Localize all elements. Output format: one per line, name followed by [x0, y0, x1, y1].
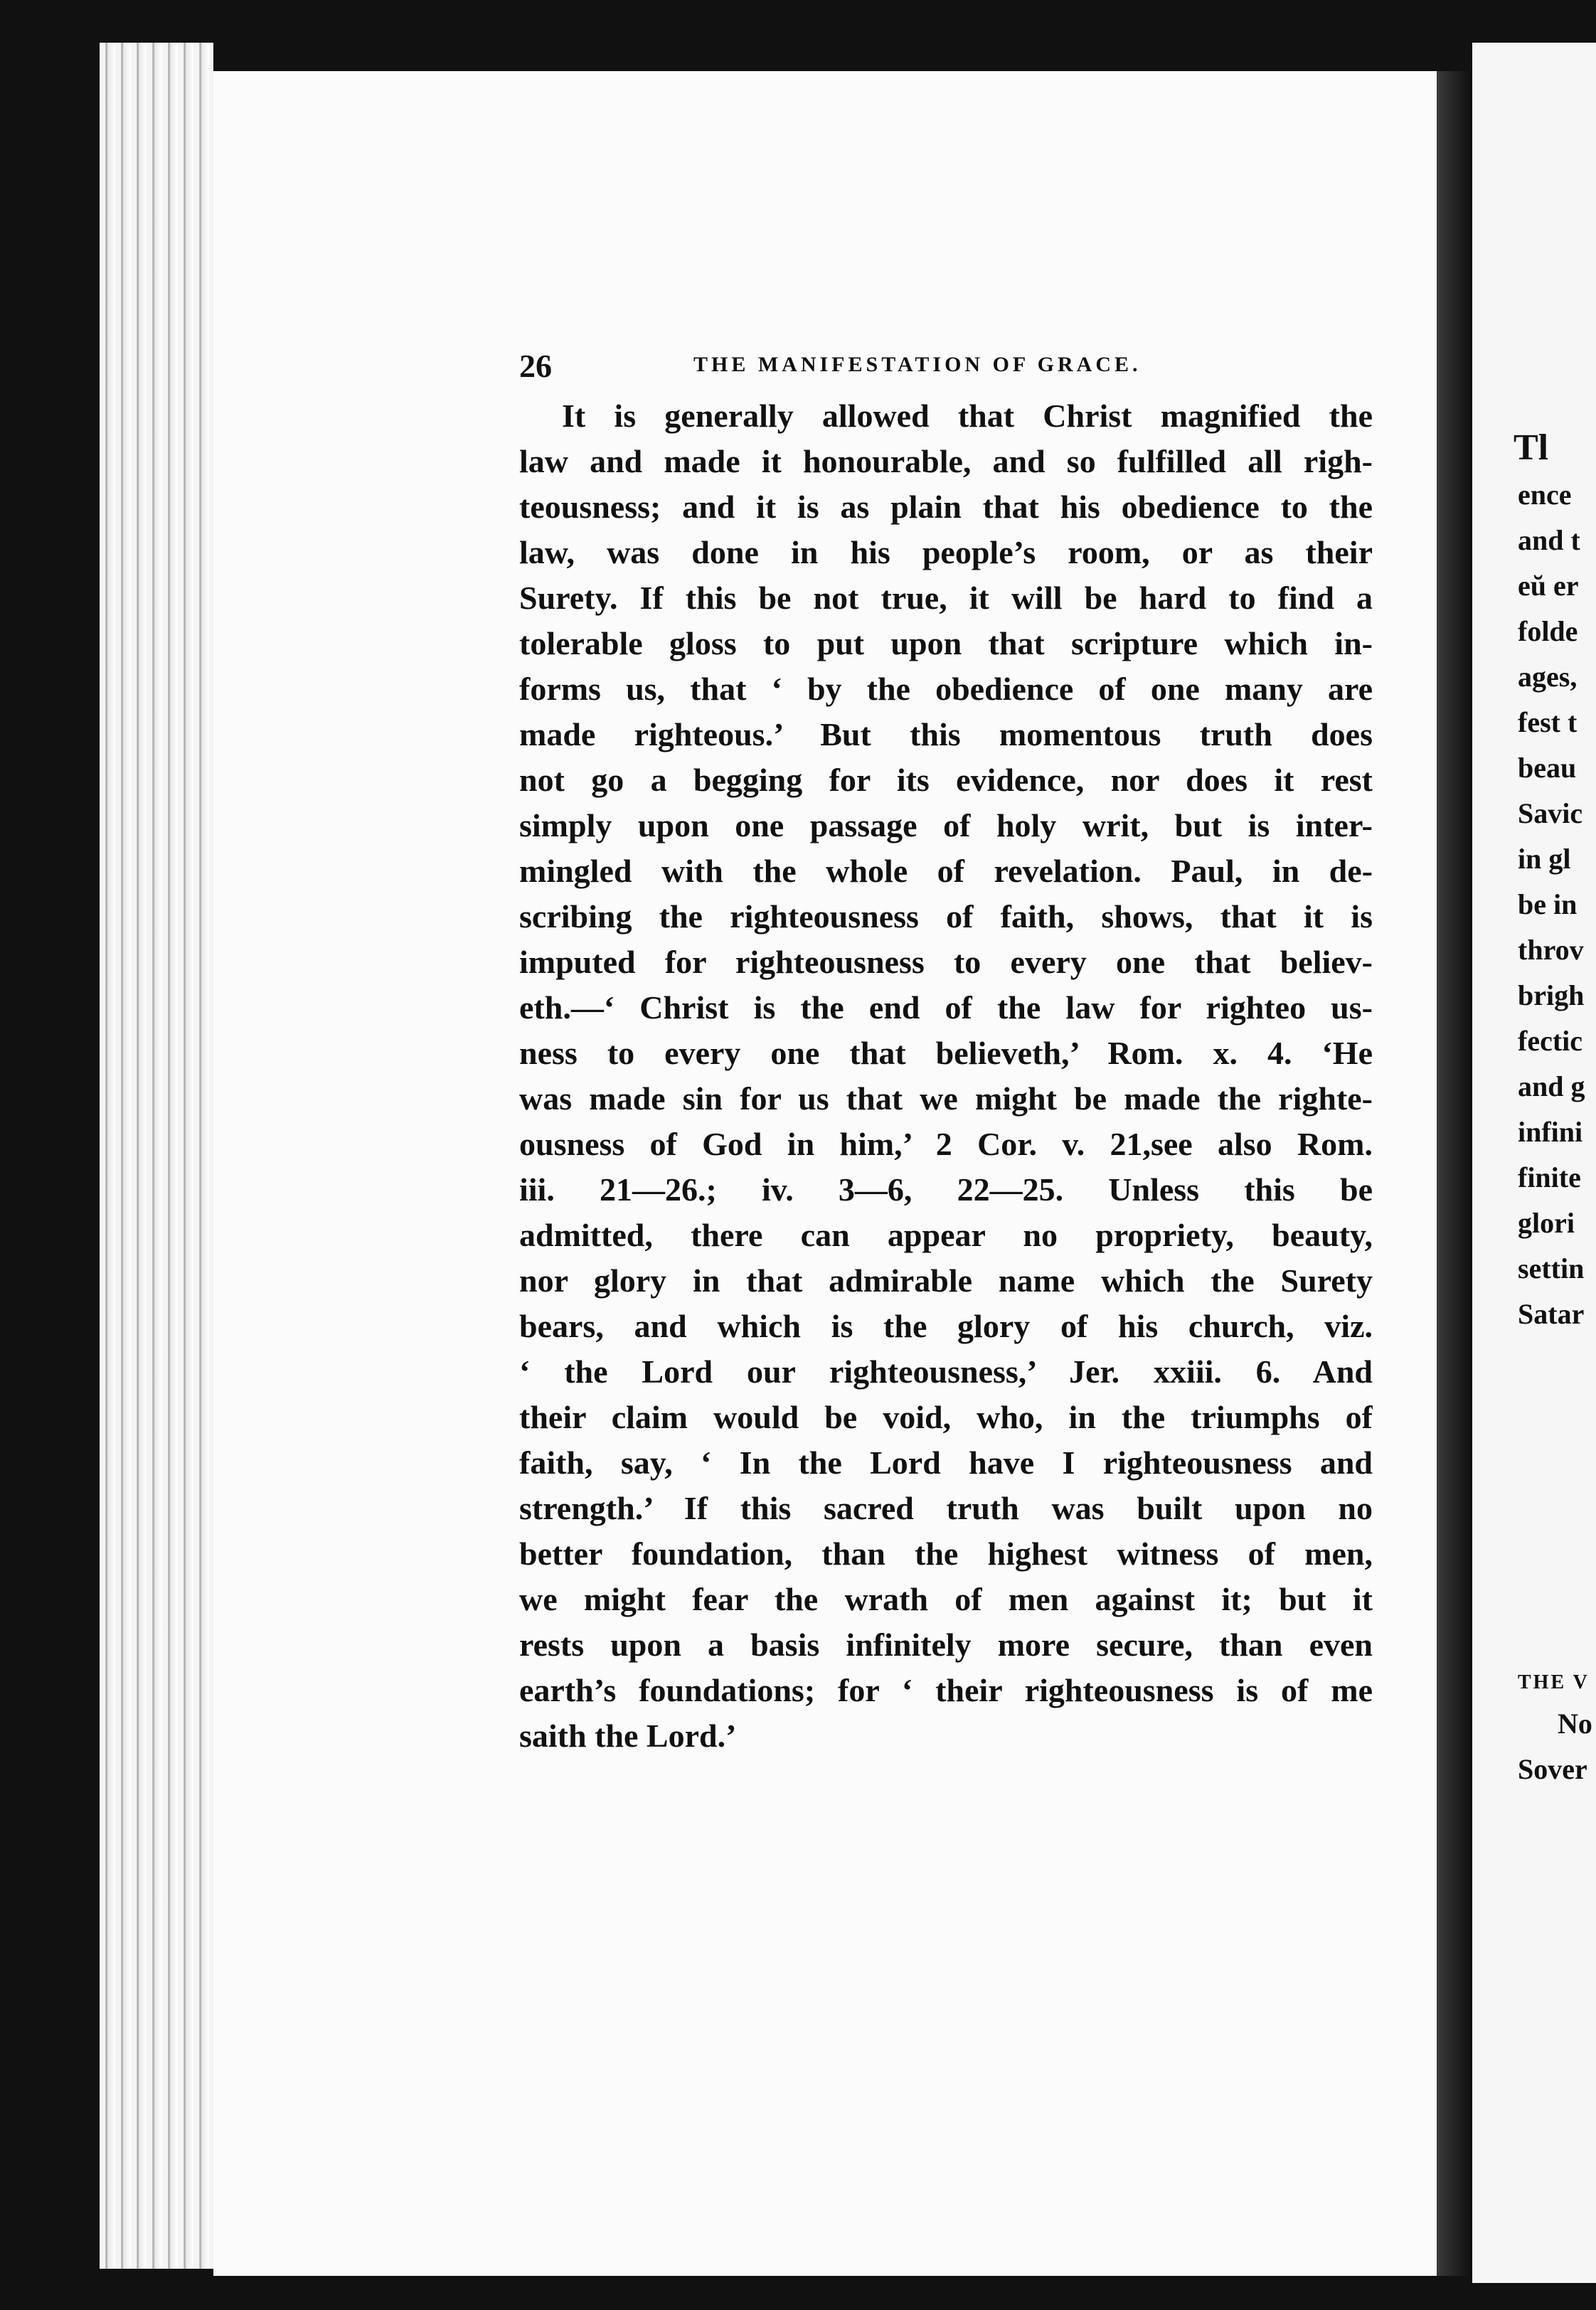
facing-fragment: finite	[1518, 1161, 1581, 1193]
text-line: strength.’ If this sacred truth was built upon no	[519, 1490, 1373, 1526]
facing-fragment: No	[1558, 1708, 1592, 1740]
facing-fragment: and t	[1518, 524, 1580, 556]
text-line: nor glory in that admirable name which the Surety	[519, 1262, 1373, 1299]
text-line: scribing the righteousness of faith, shows, that it is	[519, 898, 1373, 935]
facing-fragment: be in	[1518, 888, 1578, 920]
text-line: teousness; and it is as plain that his obedience to the	[519, 489, 1373, 525]
text-line: Surety. If this be not true, it will be hard to find a	[519, 580, 1373, 616]
facing-fragment: Satar	[1518, 1298, 1585, 1330]
scan-speck	[474, 21, 481, 28]
text-line: ‘ the Lord our righteousness,’ Jer. xxiii. 6. And	[519, 1353, 1373, 1390]
text-line: their claim would be void, who, in the triumphs of	[519, 1399, 1373, 1435]
facing-fragment: throv	[1518, 934, 1584, 966]
text-line: simply upon one passage of holy writ, but is inter-	[519, 807, 1373, 843]
facing-fragment: and g	[1518, 1070, 1585, 1102]
facing-fragment: beau	[1518, 752, 1577, 784]
page-number: 26	[519, 348, 552, 384]
running-head	[519, 347, 1373, 390]
facing-fragment: ages,	[1518, 661, 1578, 693]
book-gutter-edges	[100, 43, 213, 2269]
text-line: imputed for righteousness to every one that believ-	[519, 944, 1373, 980]
facing-fragment: Tl	[1513, 427, 1549, 468]
text-line: earth’s foundations; for ‘ their righteousness is of me	[519, 1672, 1373, 1708]
facing-fragment: eŭ er	[1518, 570, 1579, 602]
text-line: tolerable gloss to put upon that scripture which in-	[519, 625, 1373, 661]
text-line: admitted, there can appear no propriety, beauty,	[519, 1217, 1373, 1253]
running-title: THE MANIFESTATION OF GRACE.	[693, 353, 1142, 376]
text-line: eth.—‘ Christ is the end of the law for righteo us-	[519, 989, 1373, 1026]
text-line: we might fear the wrath of men against it; but it	[519, 1581, 1373, 1617]
facing-fragment: Savic	[1518, 797, 1583, 829]
facing-fragment: THE V	[1518, 1671, 1590, 1693]
facing-fragment: fest t	[1518, 706, 1578, 738]
facing-fragment: fectic	[1518, 1025, 1583, 1057]
text-line: better foundation, than the highest witness of men,	[519, 1535, 1373, 1572]
facing-fragment: settin	[1518, 1252, 1585, 1284]
text-line: rests upon a basis infinitely more secure, than even	[519, 1627, 1373, 1663]
text-line: law and made it honourable, and so fulfilled all righ-	[519, 443, 1373, 479]
facing-fragment: Sover	[1518, 1753, 1587, 1785]
scan-speck	[788, 7, 794, 57]
facing-fragment: brigh	[1518, 979, 1585, 1011]
facing-page	[1472, 43, 1596, 2283]
facing-fragment: ence	[1518, 479, 1572, 511]
facing-fragment: in gl	[1518, 843, 1571, 875]
text-line: ness to every one that believeth,’ Rom. x. 4. ‘He	[519, 1035, 1373, 1071]
text-line: was made sin for us that we might be made the righte-	[519, 1080, 1373, 1117]
scan-speck	[1024, 2283, 1033, 2300]
facing-fragment: glori	[1518, 1207, 1575, 1239]
text-line: faith, say, ‘ In the Lord have I righteousness and	[519, 1444, 1373, 1481]
text-line: made righteous.’ But this momentous truth does	[519, 716, 1373, 752]
body-text	[519, 393, 1373, 1759]
text-line: ousness of God in him,’ 2 Cor. v. 21,see also Rom.	[519, 1126, 1373, 1162]
text-line: mingled with the whole of revelation. Paul, in de-	[519, 853, 1373, 889]
text-line: iii. 21—26.; iv. 3—6, 22—25. Unless this be	[519, 1171, 1373, 1208]
text-line: It is generally allowed that Christ magnified the	[562, 398, 1373, 434]
text-line: saith the Lord.’	[519, 1718, 737, 1754]
text-line: law, was done in his people’s room, or as their	[519, 534, 1373, 570]
facing-fragment: infini	[1518, 1116, 1583, 1148]
page-fold-shadow	[1437, 71, 1472, 2276]
text-line: forms us, that ‘ by the obedience of one many are	[519, 671, 1373, 707]
text-line: bears, and which is the glory of his church, viz.	[519, 1308, 1373, 1344]
scan-speck	[43, 1294, 51, 1303]
facing-fragment: folde	[1518, 615, 1578, 647]
text-line: not go a begging for its evidence, nor does it rest	[519, 762, 1373, 798]
